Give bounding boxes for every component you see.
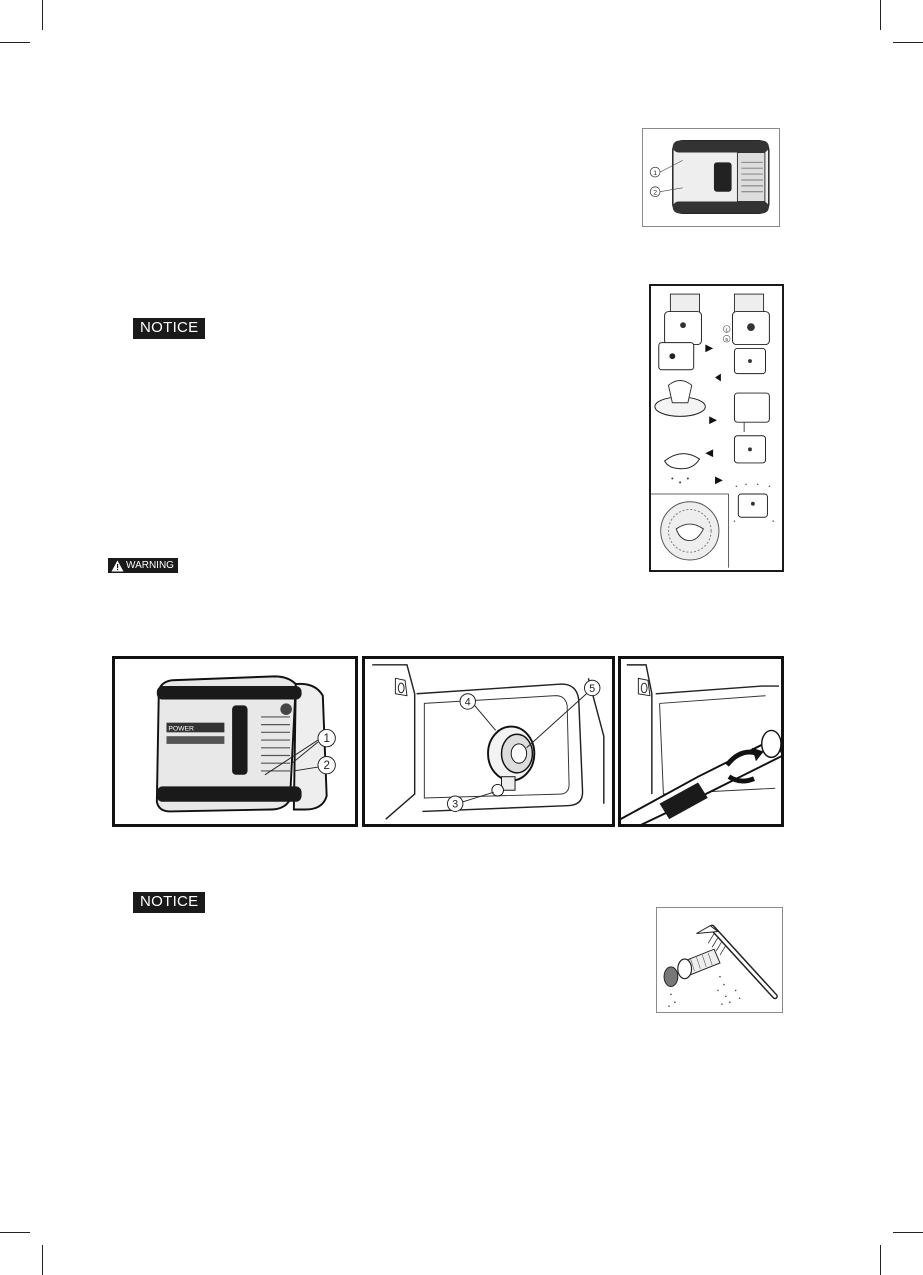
crop-mark-top-right-v [880,0,881,30]
crop-mark-top-left-h [0,42,30,43]
warning-label: WARNING [126,560,174,571]
warning-badge [108,558,178,573]
generator-brand-label: POWER [168,725,194,733]
callout-1: 1 [323,732,330,745]
generator-side-panel-figure [642,128,780,227]
callout-2: 2 [323,760,330,772]
spark-plug-wrench-figure [618,656,784,827]
crop-mark-top-right-h [893,42,923,43]
crop-mark-bottom-right-v [880,1245,881,1275]
callout-4: 4 [464,696,471,709]
callout-5: 5 [589,682,596,695]
callout-5: 5 [725,338,729,344]
generator-large-figure [112,656,358,827]
air-filter-cleaning-figure [649,284,784,572]
crop-mark-top-left-v [42,0,43,30]
callout-2: 2 [653,189,658,197]
spark-plug-cap-figure [362,656,615,827]
callout-1: 1 [725,328,729,334]
crop-mark-bottom-right-h [893,1232,923,1233]
spark-arrester-brush-figure [656,907,783,1013]
crop-mark-bottom-left-h [0,1232,30,1233]
notice-badge: NOTICE [133,318,205,339]
crop-mark-bottom-left-v [42,1245,43,1275]
warning-triangle-icon [111,560,124,572]
callout-3: 3 [452,798,459,811]
notice-badge: NOTICE [133,892,205,913]
callout-1: 1 [653,170,658,178]
